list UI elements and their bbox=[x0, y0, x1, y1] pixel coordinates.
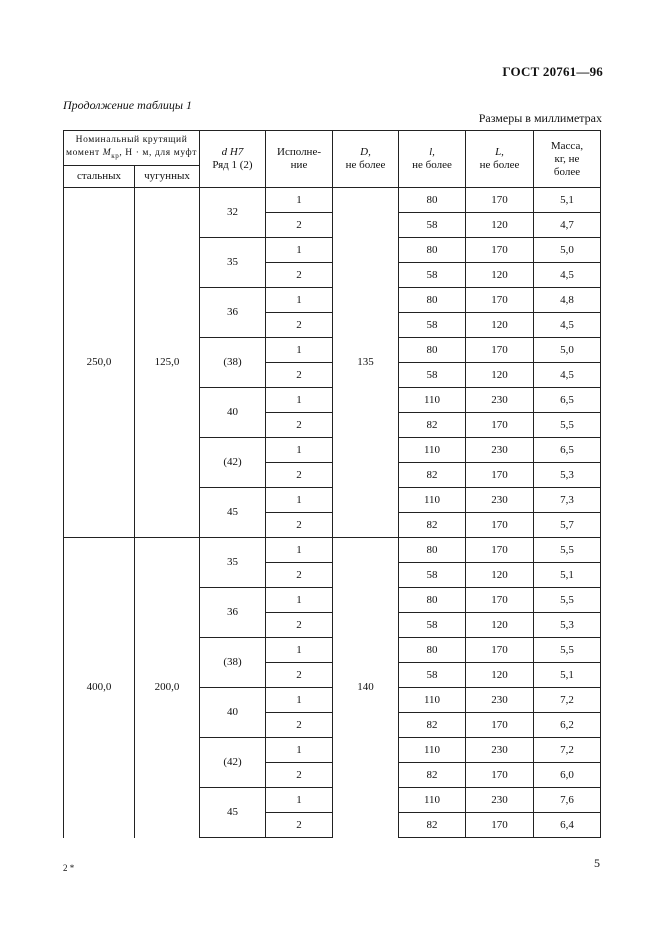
cell-version: 2 bbox=[266, 413, 333, 438]
table-row bbox=[64, 188, 601, 213]
cell-l: 110 bbox=[399, 438, 466, 463]
cell-L: 120 bbox=[466, 263, 534, 288]
cell-l: 82 bbox=[399, 713, 466, 738]
cell-L: 120 bbox=[466, 313, 534, 338]
cell-bore-diameter: (42) bbox=[200, 738, 266, 788]
cell-version: 2 bbox=[266, 463, 333, 488]
cell-version: 2 bbox=[266, 513, 333, 538]
cell-bore-diameter: (38) bbox=[200, 638, 266, 688]
cell-version: 2 bbox=[266, 313, 333, 338]
cell-mass: 4,7 bbox=[534, 213, 601, 238]
table-body bbox=[64, 188, 601, 838]
cell-version: 1 bbox=[266, 638, 333, 663]
cell-outer-diameter: 140 bbox=[333, 538, 399, 838]
cell-l: 80 bbox=[399, 338, 466, 363]
cell-L: 170 bbox=[466, 638, 534, 663]
cell-l: 58 bbox=[399, 363, 466, 388]
cell-L: 170 bbox=[466, 188, 534, 213]
cell-version: 1 bbox=[266, 788, 333, 813]
cell-mass: 4,8 bbox=[534, 288, 601, 313]
header-version: Исполне-ние bbox=[266, 131, 333, 188]
cell-torque-cast-iron: 200,0 bbox=[135, 538, 200, 838]
cell-mass: 4,5 bbox=[534, 313, 601, 338]
cell-L: 170 bbox=[466, 338, 534, 363]
table-row bbox=[64, 538, 601, 563]
cell-l: 110 bbox=[399, 738, 466, 763]
cell-L: 230 bbox=[466, 738, 534, 763]
cell-L: 170 bbox=[466, 288, 534, 313]
cell-l: 82 bbox=[399, 763, 466, 788]
cell-L: 170 bbox=[466, 413, 534, 438]
cell-mass: 7,6 bbox=[534, 788, 601, 813]
cell-L: 230 bbox=[466, 488, 534, 513]
header-D: D, не более bbox=[333, 131, 399, 188]
cell-version: 1 bbox=[266, 438, 333, 463]
cell-bore-diameter: 35 bbox=[200, 238, 266, 288]
document-code: ГОСТ 20761—96 bbox=[502, 64, 603, 79]
cell-l: 58 bbox=[399, 213, 466, 238]
cell-mass: 5,0 bbox=[534, 238, 601, 263]
header-steel: стальных bbox=[64, 166, 135, 188]
header-torque: Номинальный крутящий момент $M_{кр}$, Н · м, для муфт bbox=[64, 131, 200, 166]
cell-version: 2 bbox=[266, 363, 333, 388]
cell-version: 2 bbox=[266, 213, 333, 238]
cell-mass: 7,2 bbox=[534, 688, 601, 713]
cell-L: 120 bbox=[466, 213, 534, 238]
cell-mass: 5,1 bbox=[534, 188, 601, 213]
cell-mass: 5,5 bbox=[534, 638, 601, 663]
units-note: Размеры в миллиметрах bbox=[478, 111, 602, 125]
cell-version: 2 bbox=[266, 563, 333, 588]
cell-version: 1 bbox=[266, 738, 333, 763]
cell-l: 80 bbox=[399, 288, 466, 313]
cell-mass: 5,7 bbox=[534, 513, 601, 538]
cell-l: 110 bbox=[399, 788, 466, 813]
cell-L: 170 bbox=[466, 238, 534, 263]
cell-version: 2 bbox=[266, 263, 333, 288]
cell-l: 110 bbox=[399, 388, 466, 413]
cell-mass: 6,5 bbox=[534, 388, 601, 413]
cell-bore-diameter: 45 bbox=[200, 488, 266, 538]
cell-l: 80 bbox=[399, 238, 466, 263]
cell-l: 110 bbox=[399, 688, 466, 713]
cell-bore-diameter: (38) bbox=[200, 338, 266, 388]
cell-L: 120 bbox=[466, 663, 534, 688]
cell-torque-steel: 400,0 bbox=[64, 538, 135, 838]
cell-L: 170 bbox=[466, 763, 534, 788]
cell-L: 230 bbox=[466, 388, 534, 413]
dimensions-table bbox=[63, 130, 601, 838]
cell-L: 120 bbox=[466, 613, 534, 638]
cell-version: 1 bbox=[266, 388, 333, 413]
cell-L: 120 bbox=[466, 363, 534, 388]
cell-mass: 4,5 bbox=[534, 263, 601, 288]
header-L: L, не более bbox=[466, 131, 534, 188]
cell-version: 1 bbox=[266, 188, 333, 213]
cell-version: 1 bbox=[266, 688, 333, 713]
header-mass: Масса, кг, не более bbox=[534, 131, 601, 188]
cell-l: 80 bbox=[399, 588, 466, 613]
cell-l: 80 bbox=[399, 188, 466, 213]
cell-mass: 4,5 bbox=[534, 363, 601, 388]
cell-version: 2 bbox=[266, 763, 333, 788]
cell-torque-cast-iron: 125,0 bbox=[135, 188, 200, 538]
cell-l: 82 bbox=[399, 813, 466, 838]
cell-l: 58 bbox=[399, 263, 466, 288]
cell-bore-diameter: 40 bbox=[200, 388, 266, 438]
cell-version: 1 bbox=[266, 588, 333, 613]
cell-l: 82 bbox=[399, 413, 466, 438]
header-l: l, не более bbox=[399, 131, 466, 188]
cell-l: 58 bbox=[399, 563, 466, 588]
cell-mass: 6,5 bbox=[534, 438, 601, 463]
table-continuation-caption: Продолжение таблицы 1 bbox=[63, 98, 193, 112]
cell-version: 1 bbox=[266, 288, 333, 313]
header-cast-iron: чугунных bbox=[135, 166, 200, 188]
cell-l: 58 bbox=[399, 613, 466, 638]
cell-mass: 5,0 bbox=[534, 338, 601, 363]
cell-L: 230 bbox=[466, 688, 534, 713]
cell-l: 58 bbox=[399, 663, 466, 688]
cell-torque-steel: 250,0 bbox=[64, 188, 135, 538]
cell-l: 80 bbox=[399, 638, 466, 663]
cell-bore-diameter: 45 bbox=[200, 788, 266, 838]
cell-version: 2 bbox=[266, 713, 333, 738]
cell-bore-diameter: (42) bbox=[200, 438, 266, 488]
cell-mass: 6,4 bbox=[534, 813, 601, 838]
cell-L: 170 bbox=[466, 513, 534, 538]
cell-mass: 7,3 bbox=[534, 488, 601, 513]
cell-mass: 5,3 bbox=[534, 463, 601, 488]
cell-L: 170 bbox=[466, 813, 534, 838]
cell-mass: 5,5 bbox=[534, 413, 601, 438]
cell-mass: 5,5 bbox=[534, 538, 601, 563]
cell-version: 1 bbox=[266, 338, 333, 363]
cell-L: 230 bbox=[466, 438, 534, 463]
cell-mass: 6,0 bbox=[534, 763, 601, 788]
cell-L: 170 bbox=[466, 713, 534, 738]
page-number: 5 bbox=[594, 856, 600, 870]
cell-bore-diameter: 32 bbox=[200, 188, 266, 238]
cell-L: 170 bbox=[466, 463, 534, 488]
cell-version: 1 bbox=[266, 238, 333, 263]
cell-outer-diameter: 135 bbox=[333, 188, 399, 538]
cell-l: 110 bbox=[399, 488, 466, 513]
cell-bore-diameter: 36 bbox=[200, 288, 266, 338]
cell-l: 80 bbox=[399, 538, 466, 563]
cell-l: 82 bbox=[399, 513, 466, 538]
cell-version: 2 bbox=[266, 663, 333, 688]
cell-bore-diameter: 36 bbox=[200, 588, 266, 638]
cell-L: 120 bbox=[466, 563, 534, 588]
cell-l: 82 bbox=[399, 463, 466, 488]
cell-L: 170 bbox=[466, 588, 534, 613]
cell-version: 1 bbox=[266, 538, 333, 563]
cell-mass: 5,1 bbox=[534, 563, 601, 588]
cell-L: 170 bbox=[466, 538, 534, 563]
cell-bore-diameter: 35 bbox=[200, 538, 266, 588]
cell-mass: 5,3 bbox=[534, 613, 601, 638]
signature-mark: 2 * bbox=[63, 863, 75, 873]
cell-mass: 5,5 bbox=[534, 588, 601, 613]
cell-L: 230 bbox=[466, 788, 534, 813]
cell-bore-diameter: 40 bbox=[200, 688, 266, 738]
cell-version: 2 bbox=[266, 613, 333, 638]
cell-mass: 7,2 bbox=[534, 738, 601, 763]
cell-version: 1 bbox=[266, 488, 333, 513]
cell-l: 58 bbox=[399, 313, 466, 338]
cell-mass: 5,1 bbox=[534, 663, 601, 688]
header-d: d H7 Ряд 1 (2) bbox=[200, 131, 266, 188]
cell-version: 2 bbox=[266, 813, 333, 838]
cell-mass: 6,2 bbox=[534, 713, 601, 738]
